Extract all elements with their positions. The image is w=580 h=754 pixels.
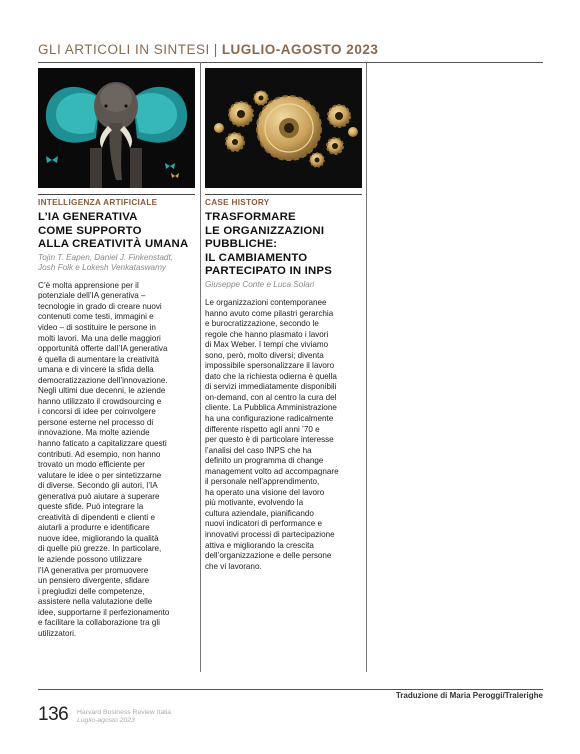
article-ia-generativa — [38, 68, 195, 639]
article-summary: C’è molta apprensione per il potenziale dell’IA generativa – tecnologie in grado di creare nuovi contenuti come testi, immagini e video – di sostituire le persone in molti lavori. Ma una delle maggiori opportunità offerte dall’IA generativa è quella di aumentare la creatività umana e di vincere la sfida della democratizzazione dell’innovazione. Negli ultimi due decenni, le aziende hanno utilizzato il crowdsourcing e i concorsi di idee per coinvolgere persone esterne nel processo di innovazione. Ma molte aziende hanno faticato a capitalizzare questi contributi. Ad esempio, non hanno trovato un modo efficiente per valutare le idee o per sintetizzarne di diverse. Secondo gli autori, l’IA generativa può aiutare a superare queste sfide. Può integrare la creatività di dipendenti e clienti e aiutarli a produrre e identificare nuove idee, migliorando la qualità di quelle più grezze. In particolare, le aziende possono utilizzare l’IA generativa per promuovere un pensiero divergente, sfidare i pregiudizi delle competenze, assistere nella valutazione delle idee, supportarne il perfezionamento e facilitare la collaborazione tra gli utilizzatori. — [38, 280, 170, 638]
article-inps — [205, 68, 362, 572]
publication-name: Harvard Business Review Italia — [77, 709, 172, 716]
article-image — [205, 68, 362, 188]
article-kicker: CASE HISTORY — [205, 194, 362, 207]
elephant-with-teal-ears-illustration — [38, 68, 195, 188]
article-image — [38, 68, 195, 188]
publication-date: Luglio-agosto 2023 — [77, 717, 135, 725]
article-summary: Le organizzazioni contemporanee hanno avuto come pilastri gerarchia e burocratizzazione, secondo le regole che hanno plasmato i lavori di Max Weber. I tempi che viviamo sono, però, molto diversi; diventa impossibile spersonalizzare il lavoro dato che la richiesta odierna è quella di servizi immediatamente disponibili on-demand, con al centro la cura del cliente. La Pubblica Amministrazione ha una configurazione radicalmente differente rispetto agli anni ’70 e per questo è di particolare interesse l’analisi del caso INPS che ha definito un programma di change management volto ad accompagnare il personale nell’apprendimento, ha operato una visione del lavoro più motivante, evolvendo la cultura aziendale, pianificando nuovi indicatori di performance e innovativi processi di partecipazione attiva e migliorando la crescita dell’organizzazione e delle persone che vi lavorano. — [205, 297, 339, 571]
footer-rule — [38, 689, 543, 690]
article-authors: Giuseppe Conte e Luca Solari — [205, 279, 315, 289]
page-number: 136 — [38, 704, 69, 725]
article-kicker: INTELLIGENZA ARTIFICIALE — [38, 194, 195, 207]
column-divider — [200, 62, 201, 672]
page-header — [38, 42, 543, 62]
translation-credit: Traduzione di Maria Peroggi/Tralerighe — [395, 691, 543, 700]
section-label: GLI ARTICOLI IN SINTESI — [38, 42, 210, 57]
publication-info — [77, 709, 171, 726]
golden-gears-illustration — [205, 68, 362, 188]
article-title: TRASFORMARE LE ORGANIZZAZIONI PUBBLICHE: IL CAMBIAMENTO PARTECIPATO IN INPS — [205, 211, 332, 278]
article-title: L’IA GENERATIVA COME SUPPORTO ALLA CREATIVITÀ UMANA — [38, 211, 189, 251]
column-divider — [366, 62, 367, 672]
header-separator: | — [213, 42, 218, 57]
header-rule — [38, 62, 543, 63]
article-authors: Tojin T. Eapen, Daniel J. Finkenstadt, Josh Folk e Lokesh Venkataswamy — [38, 252, 174, 272]
issue-label: LUGLIO-AGOSTO 2023 — [221, 42, 379, 57]
